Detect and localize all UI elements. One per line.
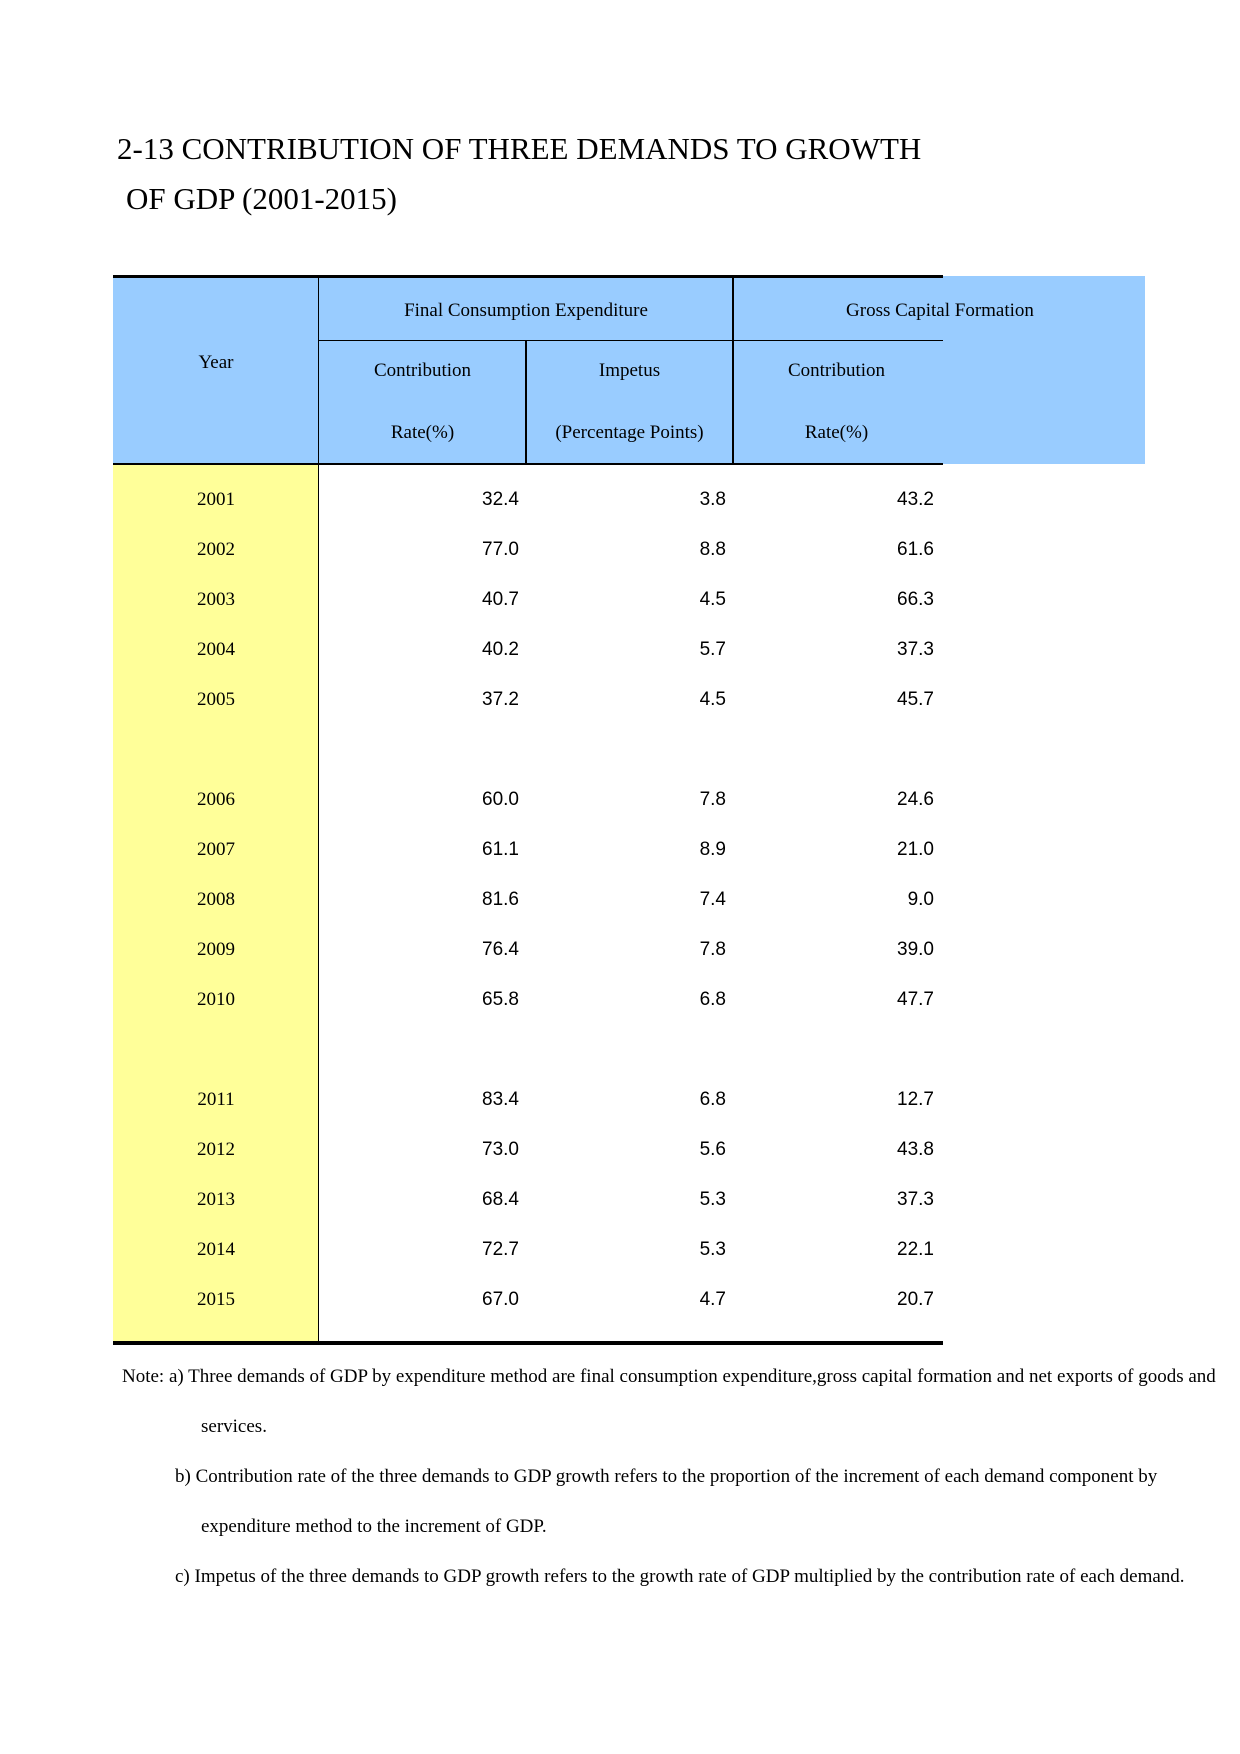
- gcf-contribution-cell: 43.2: [897, 489, 934, 510]
- gcf-contribution-cell: 21.0: [897, 839, 934, 860]
- year-cell: 2009: [197, 939, 235, 960]
- fce-contribution-cell: 32.4: [482, 489, 519, 510]
- fce-contribution-cell: 37.2: [482, 689, 519, 710]
- group-header-rule: [319, 340, 943, 341]
- fce-contribution-cell: 72.7: [482, 1239, 519, 1260]
- page-title-line1: 2-13 CONTRIBUTION OF THREE DEMANDS TO GROWTH: [117, 131, 922, 166]
- header-rate-1: Rate(%): [390, 422, 455, 443]
- fce-impetus-cell: 7.8: [699, 939, 726, 960]
- gcf-contribution-cell: 43.8: [897, 1139, 934, 1160]
- notes: [122, 1366, 1216, 1606]
- year-cell: 2004: [197, 639, 235, 660]
- header-final-consumption: Final Consumption Expenditure: [404, 300, 648, 321]
- gcf-contribution-cell: 37.3: [897, 1189, 934, 1210]
- note-b-line1: b) Contribution rate of the three demands to GDP growth refers to the proportion of the increment of each demand component by: [175, 1466, 1158, 1487]
- year-cell: 2001: [197, 489, 235, 510]
- year-cell: 2006: [197, 789, 235, 810]
- fce-impetus-cell: 6.8: [699, 1089, 726, 1110]
- table-bottom-rule: [113, 1341, 943, 1345]
- fce-impetus-cell: 5.3: [699, 1189, 726, 1210]
- gcf-contribution-cell: 47.7: [897, 989, 934, 1010]
- year-cell: 2013: [197, 1189, 235, 1210]
- fce-impetus-cell: 5.6: [699, 1139, 726, 1160]
- fce-contribution-cell: 76.4: [482, 939, 519, 960]
- fce-impetus-cell: 8.9: [699, 839, 726, 860]
- gcf-contribution-cell: 39.0: [897, 939, 934, 960]
- header-gross-capital-formation: Gross Capital Formation: [846, 300, 1034, 321]
- gcf-contribution-cell: 24.6: [897, 789, 934, 810]
- year-cell: 2014: [197, 1239, 235, 1260]
- gcf-contribution-cell: 66.3: [897, 589, 934, 610]
- note-a-line1: Note: a) Three demands of GDP by expenditure method are final consumption expenditure,gross capital formation and net exports of goods and: [122, 1366, 1216, 1387]
- fce-contribution-cell: 77.0: [482, 539, 519, 560]
- note-c-line1: c) Impetus of the three demands to GDP growth refers to the growth rate of GDP multiplied by the contribution rate of each demand.: [175, 1566, 1185, 1587]
- fce-contribution-cell: 83.4: [482, 1089, 519, 1110]
- table-top-rule: [113, 275, 943, 278]
- header-year: Year: [198, 352, 234, 373]
- fce-impetus-cell: 4.5: [699, 589, 726, 610]
- header-impetus: Impetus: [598, 360, 661, 381]
- fce-impetus-cell: 3.8: [699, 489, 726, 510]
- header-contribution-2: Contribution: [787, 360, 886, 381]
- fce-impetus-cell: 6.8: [699, 989, 726, 1010]
- fce-contribution-cell: 68.4: [482, 1189, 519, 1210]
- fce-contribution-cell: 61.1: [482, 839, 519, 860]
- year-cell: 2002: [197, 539, 235, 560]
- year-cell: 2008: [197, 889, 235, 910]
- header-rate-2: Rate(%): [804, 422, 869, 443]
- fce-contribution-cell: 65.8: [482, 989, 519, 1010]
- year-cell: 2015: [197, 1289, 235, 1310]
- gcf-contribution-cell: 45.7: [897, 689, 934, 710]
- data-table: [113, 275, 1034, 1345]
- fce-contribution-cell: 67.0: [482, 1289, 519, 1310]
- gcf-contribution-cell: 12.7: [897, 1089, 934, 1110]
- fce-contribution-cell: 40.7: [482, 589, 519, 610]
- year-cell: 2003: [197, 589, 235, 610]
- fce-contribution-cell: 73.0: [482, 1139, 519, 1160]
- note-a-line2: services.: [201, 1416, 267, 1437]
- gcf-contribution-cell: 61.6: [897, 539, 934, 560]
- fce-impetus-cell: 7.8: [699, 789, 726, 810]
- gcf-contribution-cell: 20.7: [897, 1289, 934, 1310]
- fce-impetus-cell: 8.8: [699, 539, 726, 560]
- header-percentage-points: (Percentage Points): [555, 422, 704, 443]
- year-cell: 2005: [197, 689, 235, 710]
- year-cell: 2007: [197, 839, 235, 860]
- fce-impetus-cell: 4.5: [699, 689, 726, 710]
- gcf-contribution-cell: 37.3: [897, 639, 934, 660]
- header-contribution-1: Contribution: [373, 360, 472, 381]
- year-cell: 2011: [197, 1089, 235, 1110]
- header-divider-1: [525, 340, 527, 465]
- year-cell: 2010: [197, 989, 235, 1010]
- fce-impetus-cell: 5.7: [699, 639, 726, 660]
- fce-contribution-cell: 81.6: [482, 889, 519, 910]
- fce-impetus-cell: 4.7: [699, 1289, 726, 1310]
- gcf-contribution-cell: 9.0: [907, 889, 934, 910]
- note-b-line2: expenditure method to the increment of GDP.: [201, 1516, 547, 1537]
- gcf-contribution-cell: 22.1: [897, 1239, 934, 1260]
- year-cell: 2012: [197, 1139, 235, 1160]
- fce-impetus-cell: 5.3: [699, 1239, 726, 1260]
- fce-impetus-cell: 7.4: [699, 889, 726, 910]
- fce-contribution-cell: 40.2: [482, 639, 519, 660]
- page-title-line2: OF GDP (2001-2015): [126, 181, 397, 216]
- header-bottom-rule: [113, 463, 943, 465]
- fce-contribution-cell: 60.0: [482, 789, 519, 810]
